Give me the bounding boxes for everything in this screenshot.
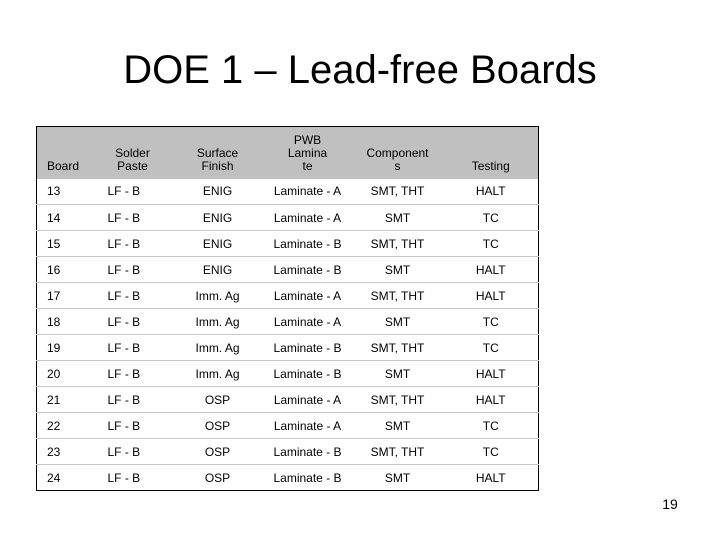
cell-solder-paste: LF - B	[94, 361, 172, 387]
cell-testing: TC	[444, 335, 539, 361]
doe-table	[36, 126, 539, 491]
header-board: Board	[47, 158, 80, 173]
cell-components: SMT, THT	[352, 283, 444, 309]
cell-pwb-laminate: Laminate - B	[264, 335, 352, 361]
cell-surface-finish: OSP	[172, 387, 264, 413]
header-solder-paste: Solder Paste	[115, 145, 150, 173]
cell-surface-finish: ENIG	[202, 184, 233, 199]
header-pwb-laminate: PWB Lamina te	[287, 132, 328, 173]
table-row	[37, 387, 539, 413]
cell-board: 14	[37, 205, 94, 231]
cell-solder-paste: LF - B	[94, 257, 172, 283]
table-row	[37, 439, 539, 465]
cell-solder-paste: LF - B	[94, 387, 172, 413]
table-row	[37, 309, 539, 335]
cell-surface-finish: Imm. Ag	[172, 335, 264, 361]
table-row	[37, 231, 539, 257]
table-row	[37, 283, 539, 309]
cell-testing: TC	[444, 205, 539, 231]
cell-pwb-laminate: Laminate - B	[264, 231, 352, 257]
cell-surface-finish: Imm. Ag	[172, 361, 264, 387]
cell-pwb-laminate: Laminate - B	[264, 361, 352, 387]
cell-components: SMT, THT	[352, 439, 444, 465]
cell-components: SMT	[352, 361, 444, 387]
cell-surface-finish: ENIG	[172, 205, 264, 231]
cell-board: 21	[37, 387, 94, 413]
cell-testing: TC	[444, 309, 539, 335]
table-row	[37, 335, 539, 361]
cell-components: SMT	[352, 309, 444, 335]
cell-pwb-laminate: Laminate - A	[264, 283, 352, 309]
cell-board: 19	[37, 335, 94, 361]
cell-surface-finish: ENIG	[172, 257, 264, 283]
cell-pwb-laminate: Laminate - A	[264, 387, 352, 413]
cell-solder-paste: LF - B	[94, 465, 172, 491]
cell-testing: TC	[444, 413, 539, 439]
table-row	[37, 413, 539, 439]
cell-pwb-laminate: Laminate - A	[273, 184, 342, 199]
header-components: Component s	[366, 145, 429, 173]
cell-surface-finish: OSP	[172, 465, 264, 491]
cell-surface-finish: Imm. Ag	[172, 309, 264, 335]
header-testing: Testing	[471, 158, 510, 173]
cell-board: 22	[37, 413, 94, 439]
cell-solder-paste: LF - B	[94, 231, 172, 257]
cell-solder-paste: LF - B	[94, 439, 172, 465]
table-row	[37, 465, 539, 491]
cell-board: 16	[37, 257, 94, 283]
cell-pwb-laminate: Laminate - A	[264, 413, 352, 439]
table-row	[37, 205, 539, 231]
slide-title: DOE 1 – Lead-free Boards	[123, 48, 597, 92]
cell-surface-finish: OSP	[172, 413, 264, 439]
cell-pwb-laminate: Laminate - B	[264, 465, 352, 491]
cell-board: 20	[37, 361, 94, 387]
cell-solder-paste: LF - B	[94, 309, 172, 335]
cell-board: 23	[37, 439, 94, 465]
cell-solder-paste: LF - B	[107, 184, 141, 199]
cell-surface-finish: Imm. Ag	[172, 283, 264, 309]
table-row	[37, 179, 539, 205]
cell-components: SMT	[352, 205, 444, 231]
cell-board: 18	[37, 309, 94, 335]
cell-solder-paste: LF - B	[94, 413, 172, 439]
cell-surface-finish: ENIG	[172, 231, 264, 257]
cell-surface-finish: OSP	[172, 439, 264, 465]
cell-testing: HALT	[444, 387, 539, 413]
header-surface-finish: Surface Finish	[196, 145, 239, 173]
cell-pwb-laminate: Laminate - A	[264, 309, 352, 335]
cell-pwb-laminate: Laminate - B	[264, 439, 352, 465]
cell-components: SMT, THT	[352, 387, 444, 413]
cell-components: SMT, THT	[352, 231, 444, 257]
table-body	[37, 179, 539, 491]
cell-components: SMT	[352, 257, 444, 283]
cell-pwb-laminate: Laminate - A	[264, 205, 352, 231]
cell-pwb-laminate: Laminate - B	[264, 257, 352, 283]
cell-solder-paste: LF - B	[94, 283, 172, 309]
cell-board: 13	[47, 184, 61, 199]
cell-solder-paste: LF - B	[94, 205, 172, 231]
cell-components: SMT, THT	[352, 335, 444, 361]
cell-testing: HALT	[444, 465, 539, 491]
cell-testing: TC	[444, 231, 539, 257]
cell-testing: HALT	[444, 361, 539, 387]
table-row	[37, 361, 539, 387]
cell-components: SMT	[352, 413, 444, 439]
cell-board: 15	[37, 231, 94, 257]
cell-testing: HALT	[444, 283, 539, 309]
cell-testing: HALT	[475, 184, 506, 199]
cell-board: 17	[37, 283, 94, 309]
table-header-row	[37, 127, 539, 179]
cell-board: 24	[37, 465, 94, 491]
cell-testing: HALT	[444, 257, 539, 283]
table-row	[37, 257, 539, 283]
cell-components: SMT	[352, 465, 444, 491]
cell-testing: TC	[444, 439, 539, 465]
page-number: 19	[662, 496, 678, 512]
cell-components: SMT, THT	[370, 184, 425, 199]
cell-solder-paste: LF - B	[94, 335, 172, 361]
